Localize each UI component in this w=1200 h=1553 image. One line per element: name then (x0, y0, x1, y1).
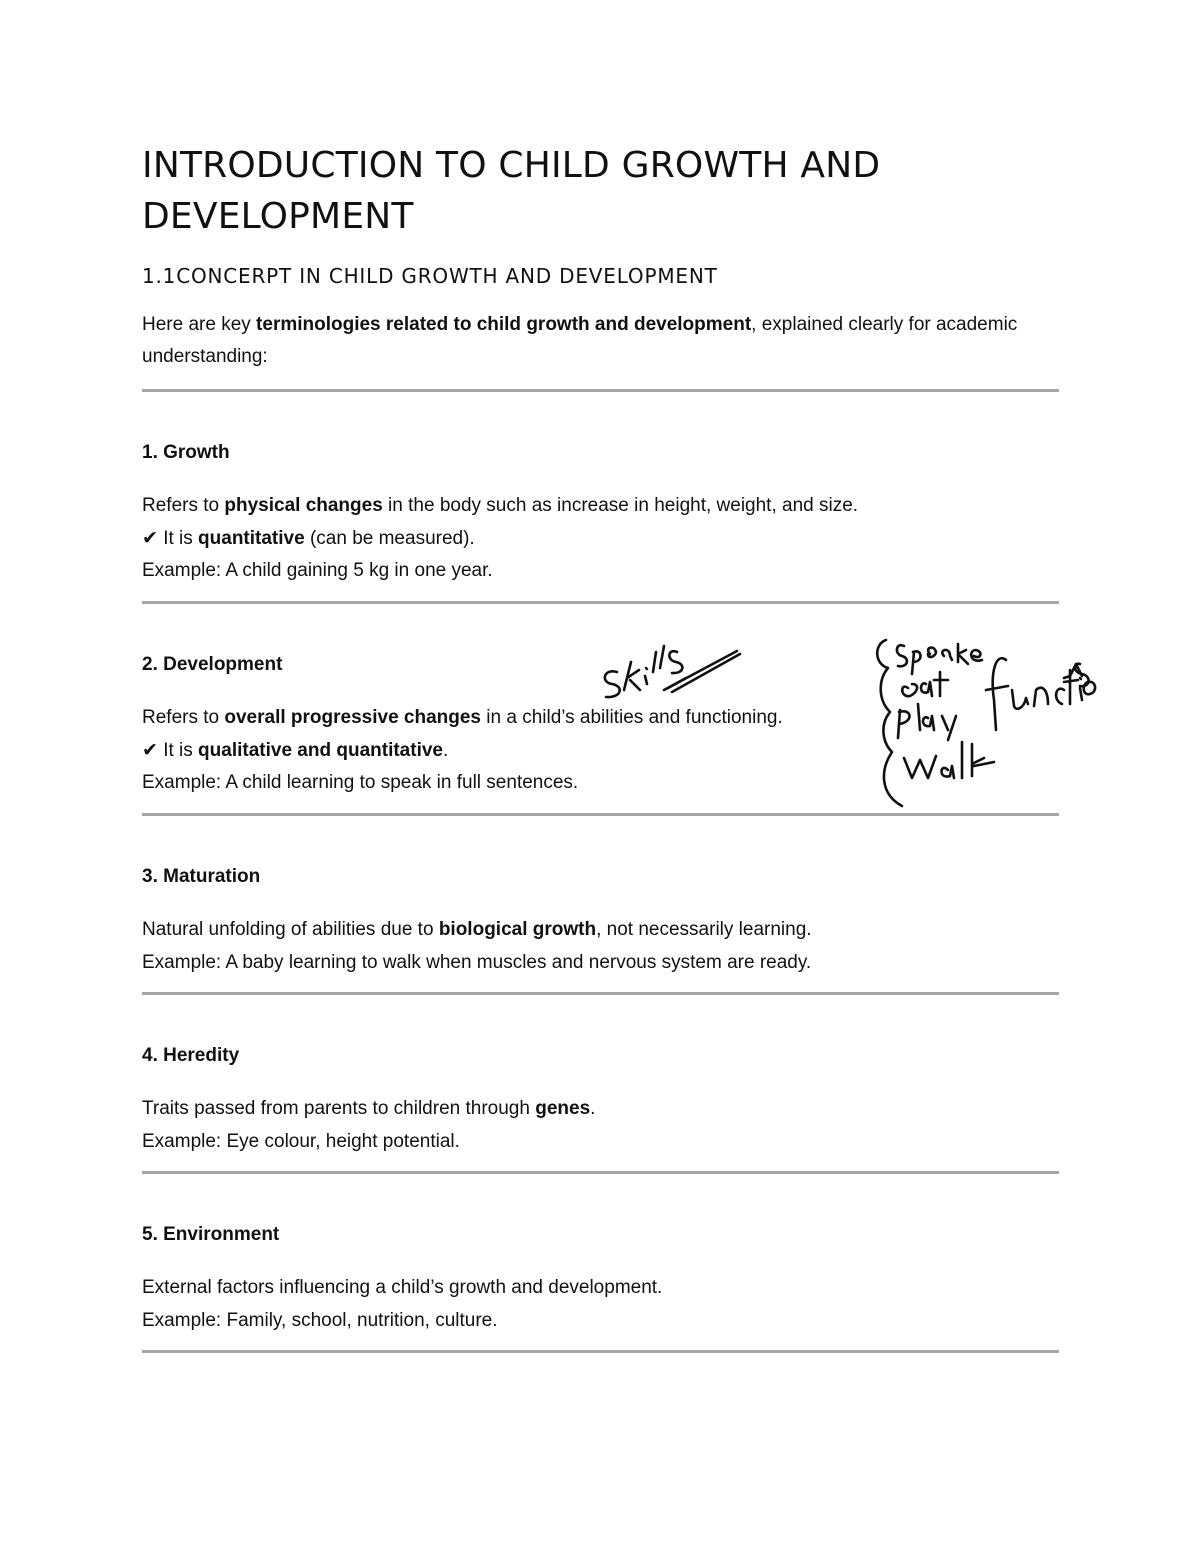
section-heading: 1. Growth (142, 442, 230, 463)
definition-line: Traits passed from parents to children through genes. (142, 1098, 596, 1119)
check-line: ✔ It is quantitative (can be measured). (142, 527, 475, 549)
divider (142, 813, 1059, 816)
divider (142, 1350, 1059, 1353)
section-maturation (142, 864, 1062, 979)
divider (142, 389, 1059, 392)
section-heading: 4. Heredity (142, 1045, 240, 1066)
section-development (142, 652, 1062, 800)
example-line: Example: Family, school, nutrition, culture. (142, 1309, 498, 1331)
example-line: Example: A child gaining 5 kg in one year. (142, 560, 493, 581)
example-line: Example: A baby learning to walk when muscles and nervous system are ready. (142, 951, 812, 973)
example-line: Example: A child learning to speak in full sentences. (142, 772, 579, 793)
divider (142, 601, 1059, 604)
check-line: ✔ It is qualitative and quantitative. (142, 739, 449, 761)
section-heading: 3. Maturation (142, 866, 261, 887)
divider (142, 1171, 1059, 1174)
section-environment (142, 1222, 1062, 1337)
definition-line: Natural unfolding of abilities due to biological growth, not necessarily learning. (142, 919, 812, 940)
section-heading: 2. Development (142, 654, 283, 675)
definition-line: Refers to overall progressive changes in a child’s abilities and functioning. (142, 707, 783, 728)
section-growth (142, 440, 1062, 588)
page-title: INTRODUCTION TO CHILD GROWTH AND DEVELOPMENT (142, 145, 881, 237)
definition-line: External factors influencing a child’s growth and development. (142, 1277, 663, 1298)
divider (142, 992, 1059, 995)
intro-bold-phrase: terminologies related to child growth and development (256, 314, 752, 335)
section-heredity (142, 1043, 1062, 1158)
intro-paragraph: Here are key terminologies related to child growth and development, explained clearly for academic understanding: (142, 314, 1018, 367)
section-heading: 5. Environment (142, 1224, 280, 1245)
definition-line: Refers to physical changes in the body such as increase in height, weight, and size. (142, 495, 859, 516)
example-line: Example: Eye colour, height potential. (142, 1130, 460, 1152)
page-subtitle: 1.1CONCERPT IN CHILD GROWTH AND DEVELOPMENT (142, 264, 718, 288)
